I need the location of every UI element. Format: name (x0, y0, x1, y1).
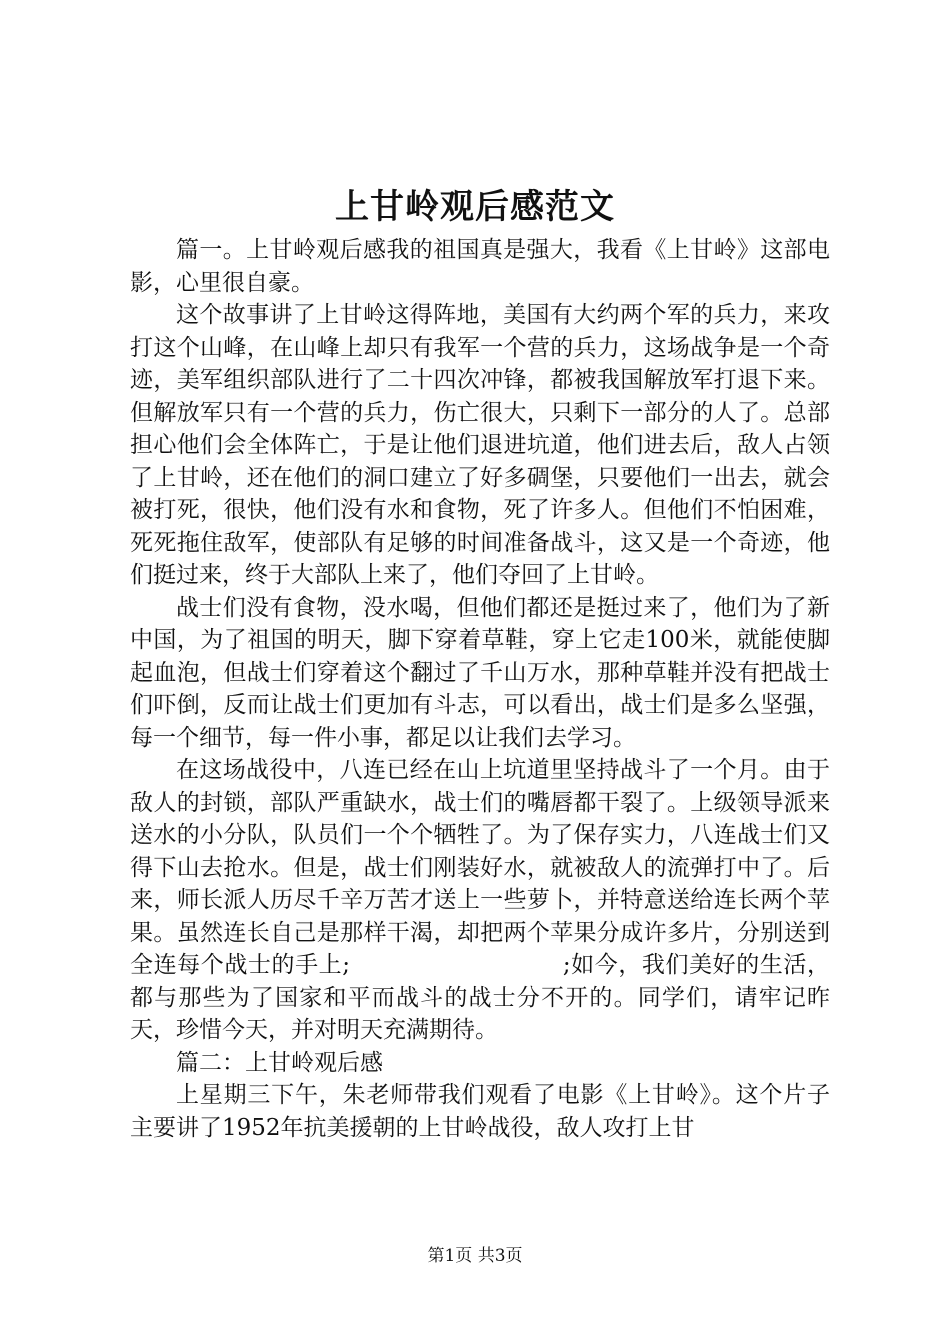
page-number-footer: 第1页 共3页 (427, 1246, 523, 1266)
paragraph-2: 这个故事讲了上甘岭这得阵地，美国有大约两个军的兵力，来攻打这个山峰，在山峰上却只有我军一个营的兵力，这场战争是一个奇迹，美军组织部队进行了二十四次冲锋，都被我国解放军打退下来。但解放军只有一个营的兵力，伤亡很大，只剩下一部分的人了。总部担心他们会全体阵亡，于是让他们退进坑道，他们进去后，敌人占领了上甘岭，还在他们的洞口建立了好多碉堡，只要他们一出去，就会被打死，很快，他们没有水和食物，死了许多人。但他们不怕困难，死死拖住敌军，使部队有足够的时间准备战斗，这又是一个奇迹，他们挺过来，终于大部队上来了，他们夺回了上甘岭。 (130, 302, 830, 588)
paragraph-1: 篇一。上甘岭观后感我的祖国真是强大，我看《上甘岭》这部电影，心里很自豪。 (130, 237, 830, 296)
section-heading-part-two: 篇二：上甘岭观后感 (176, 1049, 383, 1076)
document-body (130, 234, 830, 1144)
paragraph-3: 战士们没有食物，没水喝，但他们都还是挺过来了，他们为了新中国，为了祖国的明天，脚下穿着草鞋，穿上它走100米，就能使脚起血泡，但战士们穿着这个翻过了千山万水，那种草鞋并没有把战士们吓倒，反而让战士们更加有斗志，可以看出，战士们是多么坚强，每一个细节，每一件小事，都足以让我们去学习。 (130, 594, 830, 751)
paragraph-6: 上星期三下午，朱老师带我们观看了电影《上甘岭》。这个片子主要讲了1952年抗美援朝的上甘岭战役，敌人攻打上甘 (130, 1082, 830, 1141)
document-title: 上甘岭观后感范文 (335, 187, 615, 227)
paragraph-4: 在这场战役中，八连已经在山上坑道里坚持战斗了一个月。由于敌人的封锁，部队严重缺水，战士们的嘴唇都干裂了。上级领导派来送水的小分队，队员们一个个牺牲了。为了保存实力，八连战士们又得下山去抢水。但是，战士们刚装好水，就被敌人的流弹打中了。后来，师长派人历尽千辛万苦才送上一些萝卜，并特意送给连长两个苹果。虽然连长自己是那样干渴，却把两个苹果分成许多片，分别送到全连每个战士的手上; ;如今，我们美好的生活，都与那些为了国家和平而战斗的战士分不开的。同学们，请牢记昨天，珍惜今天，并对明天充满期待。 (130, 757, 830, 1043)
